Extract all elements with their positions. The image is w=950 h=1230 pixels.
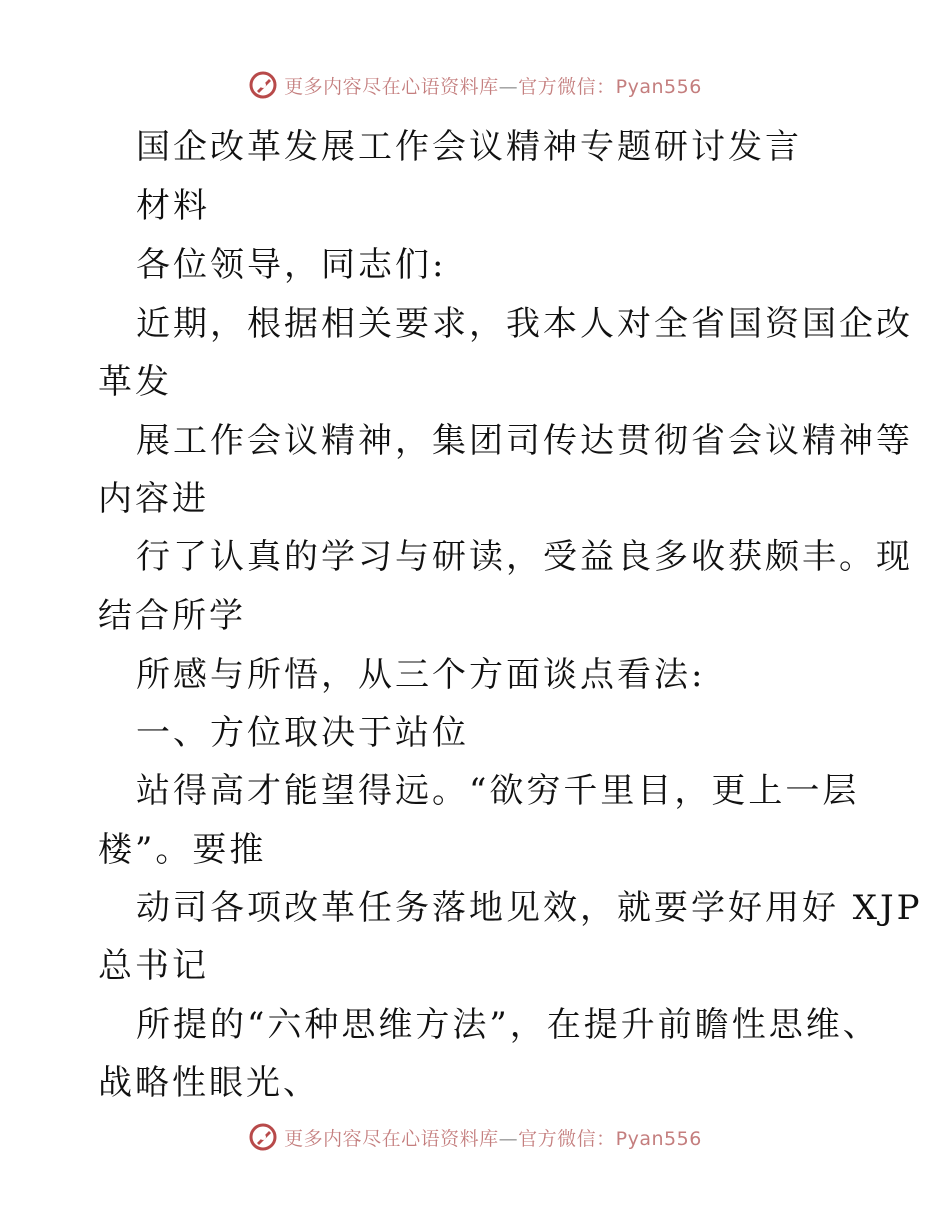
paragraph-line: 行了认真的学习与研读，受益良多收获颇丰。现 [136,537,913,577]
paragraph-line: 结合所学 [98,596,246,636]
paragraph-line: 所感与所悟，从三个方面谈点看法: [136,655,706,695]
footer-watermark [0,1122,950,1152]
paragraph-line: 展工作会议精神，集团司传达贯彻省会议精神等 [136,421,913,461]
header-watermark [0,70,950,100]
quill-logo-icon [248,70,278,100]
paragraph-line: 动司各项改革任务落地见效，就要学好用好 XJP [136,888,923,928]
paragraph-line: 站得高才能望得远。“欲穷千里目，更上一层 [136,771,860,811]
paragraph-line: 总书记 [98,946,209,986]
watermark-text: 更多内容尽在心语资料库—官方微信：Pyan556 [284,75,702,98]
paragraph-line: 近期，根据相关要求，我本人对全省国资国企改 [136,304,913,344]
paragraph-line: 革发 [98,362,172,402]
quill-logo-icon [248,1122,278,1152]
paragraph-line: 内容进 [98,479,209,519]
watermark-text: 更多内容尽在心语资料库—官方微信：Pyan556 [284,1127,702,1150]
section-heading: 一、方位取决于站位 [136,713,469,753]
document-title-line-2: 材料 [136,186,210,226]
paragraph-line: 所提的“六种思维方法”，在提升前瞻性思维、 [136,1005,880,1045]
paragraph-line: 楼”。要推 [98,830,267,870]
salutation: 各位领导，同志们: [136,245,447,285]
paragraph-line: 战略性眼光、 [98,1063,320,1103]
document-title-line-1: 国企改革发展工作会议精神专题研讨发言 [136,127,802,167]
